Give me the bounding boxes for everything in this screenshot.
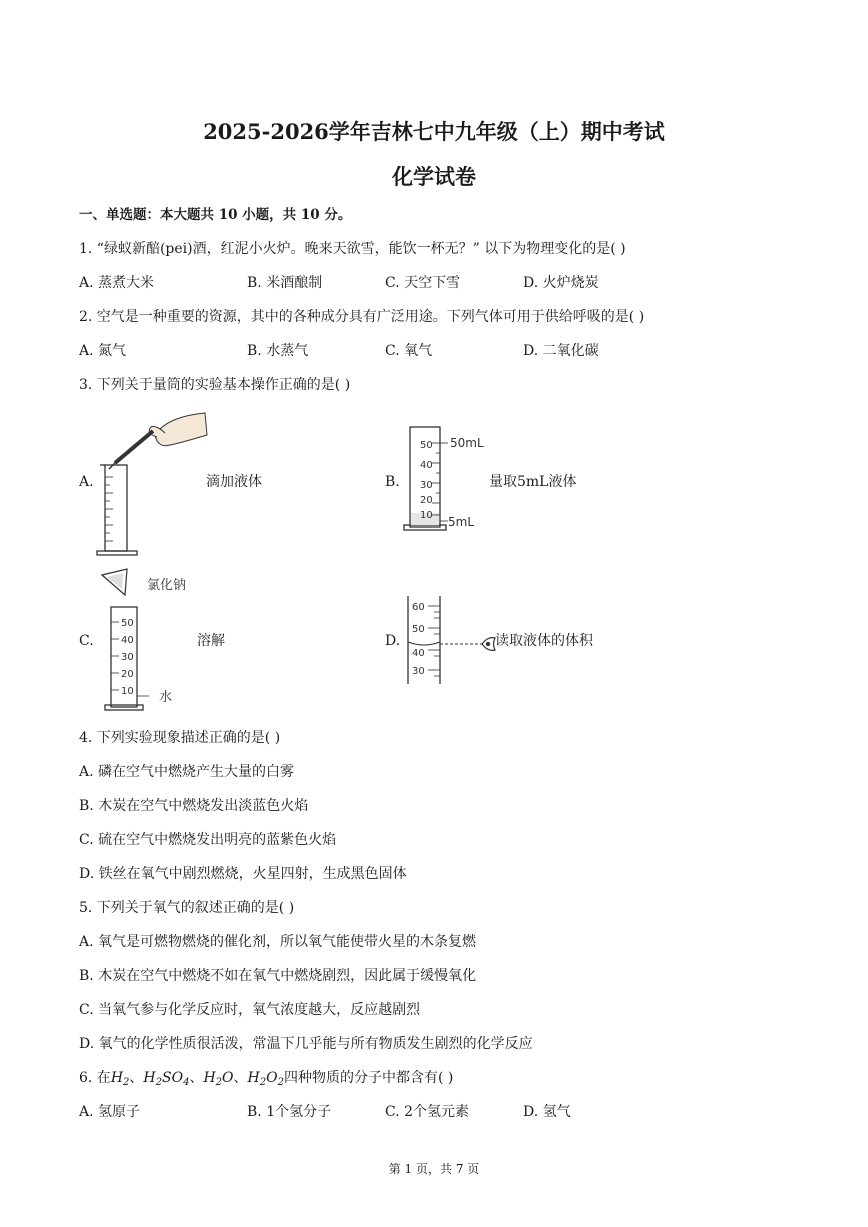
c-tick-20: 20 [121, 669, 134, 680]
q6-stem-prefix: 6. 在 [79, 1070, 111, 1086]
q6-option-d: D. 氢气 [523, 1104, 571, 1120]
q6-option-c: C. 2个氢元素 [385, 1104, 470, 1120]
q6-option-a: A. 氢原子 [79, 1104, 141, 1120]
dropper-icon [115, 431, 153, 463]
q3-option-d-letter: D. [385, 633, 401, 649]
formula-h2o: $H_2O$ [203, 1070, 234, 1088]
d-tick-30: 30 [412, 666, 425, 677]
q3-option-c-caption: 溶解 [197, 633, 225, 649]
c-label-water: 水 [159, 690, 173, 705]
q5-option-b: B. 木炭在空气中燃烧不如在氧气中燃烧剧烈，因此属于缓慢氧化 [79, 968, 477, 984]
q3-figure-c [97, 567, 207, 715]
q4-option-c: C. 硫在空气中燃烧发出明亮的蓝紫色火焰 [79, 832, 337, 848]
b-tick-50: 50 [420, 440, 433, 451]
b-tick-30: 30 [420, 480, 433, 491]
q3-figure-b [402, 425, 492, 535]
q1-option-a: A. 蒸煮大米 [79, 275, 155, 291]
q6-stem-suffix: 四种物质的分子中都含有( ) [283, 1070, 454, 1086]
page-footer: 第 1 页，共 7 页 [388, 1162, 480, 1176]
q4-option-b: B. 木炭在空气中燃烧发出淡蓝色火焰 [79, 798, 309, 814]
question-6-stem: 6. 在$H_2$、$H_2SO_4$、$H_2O$、$H_2O_2$四种物质的分子中都含有( ) [79, 1070, 454, 1088]
q1-option-d: D. 火炉烧炭 [523, 275, 599, 291]
formula-h2: $H_2$ [110, 1070, 130, 1088]
q5-option-c: C. 当氧气参与化学反应时，氧气浓度越大，反应越剧烈 [79, 1002, 421, 1018]
q6-option-b: B. 1个氢分子 [247, 1104, 332, 1120]
q3-option-d-caption: 读取液体的体积 [495, 633, 593, 649]
c-tick-40: 40 [121, 635, 134, 646]
question-5-stem: 5. 下列关于氧气的叙述正确的是( ) [79, 900, 295, 916]
c-tick-50: 50 [121, 618, 134, 629]
q5-option-d: D. 氧气的化学性质很活泼，常温下几乎能与所有物质发生剧烈的化学反应 [79, 1036, 533, 1052]
b-label-50ml: 50mL [450, 436, 484, 450]
section-heading: 一、单选题：本大题共 10 小题，共 10 分。 [79, 207, 352, 223]
c-label-nacl: 氯化钠 [147, 578, 187, 593]
b-label-5ml: 5mL [448, 515, 475, 529]
d-tick-60: 60 [412, 602, 425, 613]
q2-option-d: D. 二氧化碳 [523, 343, 599, 359]
b-tick-10: 10 [420, 510, 433, 521]
exam-title: 2025-2026学年吉林七中九年级（上）期中考试 [203, 119, 665, 144]
q3-option-a-letter: A. [79, 474, 94, 490]
question-1-stem: 1. “绿蚁新醅(pei)酒，红泥小火炉。晚来天欲雪，能饮一杯无？” 以下为物理变化的是( ) [79, 241, 626, 257]
d-tick-50: 50 [412, 624, 425, 635]
b-tick-20: 20 [420, 495, 433, 506]
q3-option-b-letter: B. [385, 474, 400, 490]
q3-option-c-letter: C. [79, 633, 94, 649]
q2-option-a: A. 氮气 [79, 343, 127, 359]
q2-option-b: B. 水蒸气 [247, 343, 309, 359]
question-4-stem: 4. 下列实验现象描述正确的是( ) [79, 730, 281, 746]
q5-option-a: A. 氧气是可燃物燃烧的催化剂，所以氧气能使带火星的木条复燃 [79, 934, 477, 950]
q1-option-c: C. 天空下雪 [385, 275, 461, 291]
q2-option-c: C. 氧气 [385, 343, 433, 359]
q3-option-a-caption: 滴加液体 [206, 474, 262, 490]
q3-option-b-caption: 量取5mL液体 [489, 474, 577, 490]
q4-option-a: A. 磷在空气中燃烧产生大量的白雾 [79, 764, 295, 780]
exam-subtitle: 化学试卷 [392, 164, 476, 189]
question-3-stem: 3. 下列关于量筒的实验基本操作正确的是( ) [79, 377, 351, 393]
eye-icon [482, 638, 495, 651]
question-2-stem: 2. 空气是一种重要的资源，其中的各种成分具有广泛用途。下列气体可用于供给呼吸的是( ) [79, 309, 645, 325]
b-tick-40: 40 [420, 460, 433, 471]
c-tick-30: 30 [121, 652, 134, 663]
q3-figure-d [400, 594, 500, 689]
d-tick-40: 40 [412, 648, 425, 659]
formula-h2o2: $H_2O_2$ [247, 1070, 284, 1088]
c-tick-10: 10 [121, 686, 134, 697]
q3-figure-a [95, 405, 210, 560]
q4-option-d: D. 铁丝在氧气中剧烈燃烧，火星四射，生成黑色固体 [79, 866, 407, 882]
hand-icon [155, 413, 207, 446]
formula-h2so4: $H_2SO_4$ [143, 1070, 190, 1088]
q1-option-b: B. 米酒酿制 [247, 275, 323, 291]
